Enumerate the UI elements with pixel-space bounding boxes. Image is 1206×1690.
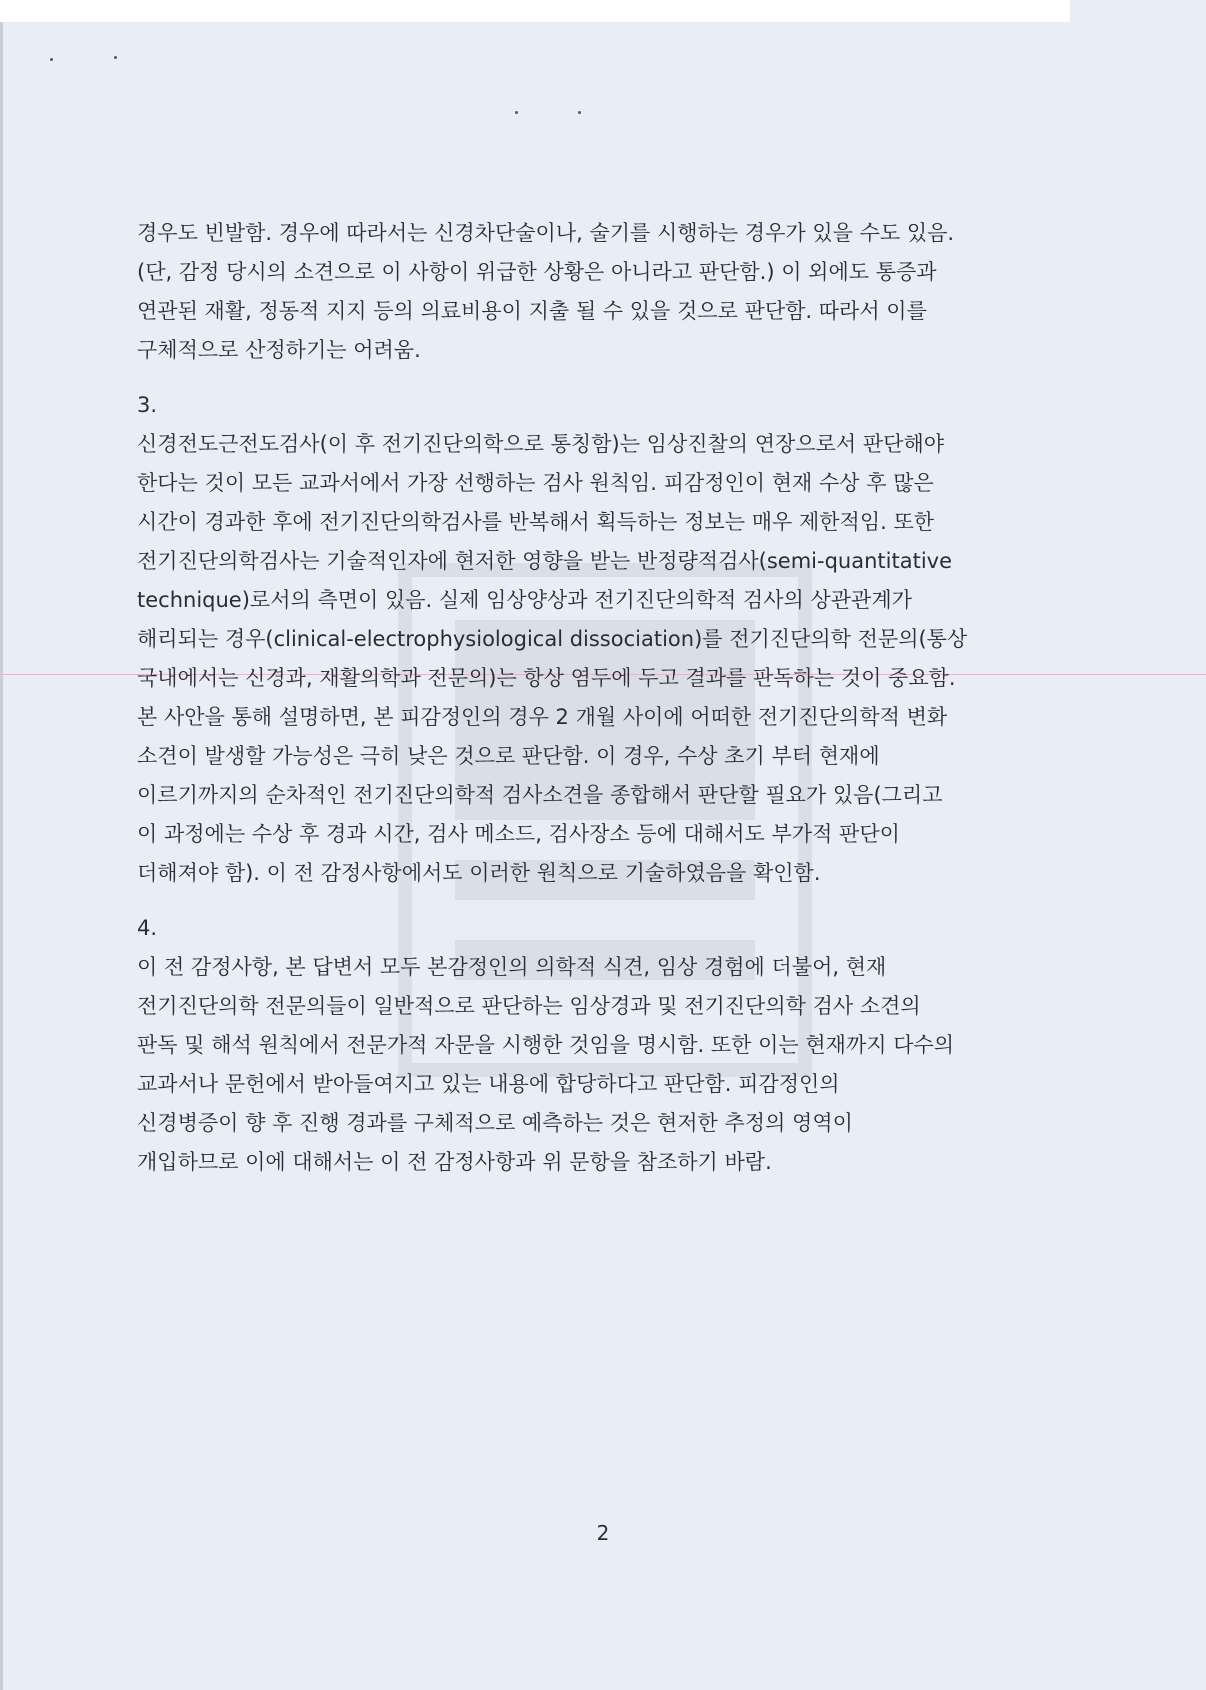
scan-speck <box>114 56 117 59</box>
text-line: 개입하므로 이에 대해서는 이 전 감정사항과 위 문항을 참조하기 바람. <box>137 1150 772 1174</box>
paragraph-gap <box>137 893 1082 909</box>
section-number: 4. <box>137 916 158 940</box>
document-body <box>137 214 1082 1182</box>
section-number: 3. <box>137 393 158 417</box>
text-line: 연관된 재활, 정동적 지지 등의 의료비용이 지출 될 수 있을 것으로 판단함. 따라서 이를 <box>137 299 927 323</box>
scan-speck <box>515 111 518 114</box>
text-line: 이 과정에는 수상 후 경과 시간, 검사 메소드, 검사장소 등에 대해서도 부가적 판단이 <box>137 822 900 846</box>
scan-speck <box>50 58 53 61</box>
text-line: 국내에서는 신경과, 재활의학과 전문의)는 항상 염두에 두고 결과를 판독하는 것이 중요함. <box>137 666 956 690</box>
scan-left-edge <box>0 22 3 1690</box>
text-line: 전기진단의학검사는 기술적인자에 현저한 영향을 받는 반정량적검사(semi-quantitative <box>137 549 952 573</box>
paragraph-continuation <box>137 214 1082 370</box>
text-line: technique)로서의 측면이 있음. 실제 임상양상과 전기진단의학적 검사의 상관관계가 <box>137 588 912 612</box>
text-line: 더해져야 함). 이 전 감정사항에서도 이러한 원칙으로 기술하였음을 확인함. <box>137 861 821 885</box>
text-line: 본 사안을 통해 설명하면, 본 피감정인의 경우 2 개월 사이에 어떠한 전기진단의학적 변화 <box>137 705 948 729</box>
text-line: 이르기까지의 순차적인 전기진단의학적 검사소견을 종합해서 판단할 필요가 있음(그리고 <box>137 783 943 807</box>
section-3 <box>137 386 1082 893</box>
text-line: 신경병증이 향 후 진행 경과를 구체적으로 예측하는 것은 현저한 추정의 영역이 <box>137 1111 853 1135</box>
text-line: 한다는 것이 모든 교과서에서 가장 선행하는 검사 원칙임. 피감정인이 현재 수상 후 많은 <box>137 471 934 495</box>
text-line: 교과서나 문헌에서 받아들여지고 있는 내용에 합당하다고 판단함. 피감정인의 <box>137 1072 840 1096</box>
page-number: 2 <box>596 1521 610 1545</box>
text-line: 신경전도근전도검사(이 후 전기진단의학으로 통칭함)는 임상진찰의 연장으로서 판단해야 <box>137 432 945 456</box>
text-line: 전기진단의학 전문의들이 일반적으로 판단하는 임상경과 및 전기진단의학 검사 소견의 <box>137 994 921 1018</box>
section-4 <box>137 909 1082 1182</box>
text-line: 소견이 발생할 가능성은 극히 낮은 것으로 판단함. 이 경우, 수상 초기 부터 현재에 <box>137 744 880 768</box>
text-line: 이 전 감정사항, 본 답변서 모두 본감정인의 의학적 식견, 임상 경험에 더불어, 현재 <box>137 955 887 979</box>
text-line: 구체적으로 산정하기는 어려움. <box>137 338 421 362</box>
text-line: 판독 및 해석 원칙에서 전문가적 자문을 시행한 것임을 명시함. 또한 이는 현재까지 다수의 <box>137 1033 955 1057</box>
scan-top-border <box>0 0 1070 22</box>
scan-speck <box>578 111 581 114</box>
paragraph-gap <box>137 370 1082 386</box>
text-line: (단, 감정 당시의 소견으로 이 사항이 위급한 상황은 아니라고 판단함.) 이 외에도 통증과 <box>137 260 937 284</box>
text-line: 경우도 빈발함. 경우에 따라서는 신경차단술이나, 술기를 시행하는 경우가 있을 수도 있음. <box>137 221 955 245</box>
text-line: 해리되는 경우(clinical-electrophysiological dissociation)를 전기진단의학 전문의(통상 <box>137 627 968 651</box>
text-line: 시간이 경과한 후에 전기진단의학검사를 반복해서 획득하는 정보는 매우 제한적임. 또한 <box>137 510 935 534</box>
